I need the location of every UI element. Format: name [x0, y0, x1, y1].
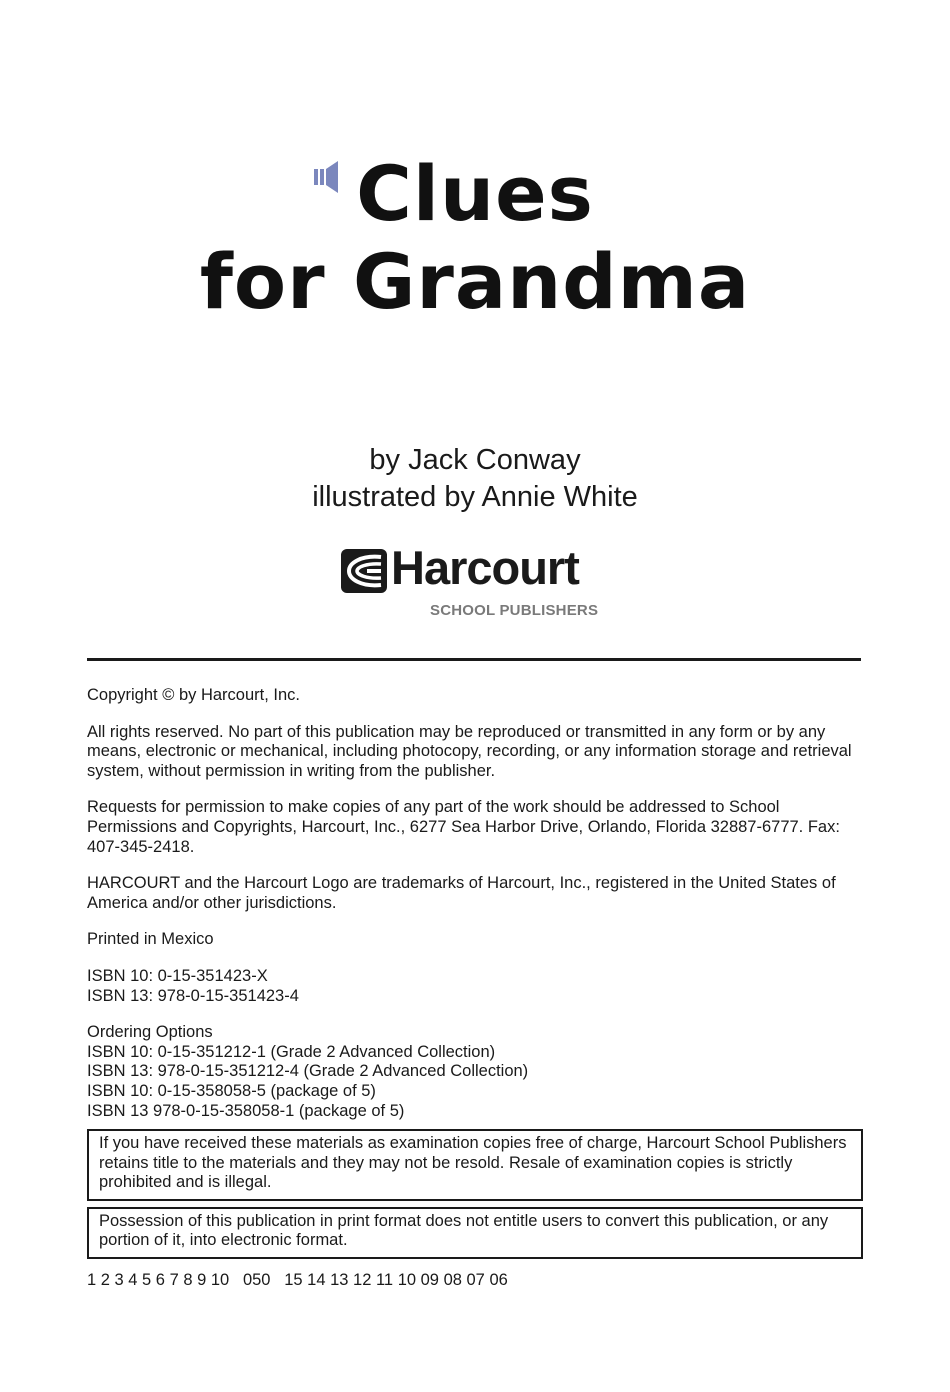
trademark-notice: HARCOURT and the Harcourt Logo are trademarks of Harcourt, Inc., registered in the United States of America and/or other jurisdictions.: [87, 874, 836, 912]
illustrator-credit: illustrated by Annie White: [312, 481, 638, 513]
printed-location: Printed in Mexico: [87, 930, 214, 949]
author-credit: by Jack Conway: [369, 444, 581, 476]
publisher-name: Harcourt: [391, 541, 579, 594]
ordering-line: ISBN 10: 0-15-351212-1 (Grade 2 Advanced Collection): [87, 1042, 496, 1061]
ordering-title: Ordering Options: [87, 1023, 213, 1042]
electronic-format-notice: Possession of this publication in print format does not entitle users to convert this publication, or any portion of it, into electronic format.: [99, 1211, 829, 1250]
ordering-line: ISBN 13: 978-0-15-351212-4 (Grade 2 Advanced Collection): [87, 1062, 529, 1081]
electronic-format-notice-box: [87, 1207, 863, 1259]
speaker-icon[interactable]: [314, 160, 340, 194]
title-line-2: for Grandma: [199, 237, 751, 326]
exam-copy-notice-box: [87, 1129, 863, 1201]
harcourt-logo-icon: [341, 549, 387, 593]
byline: [0, 442, 950, 516]
title-line-1: Clues: [356, 150, 594, 238]
isbn-block: [87, 967, 863, 1006]
copyright-notice: Copyright © by Harcourt, Inc.: [87, 686, 300, 704]
isbn-line: ISBN 13: 978-0-15-351423-4: [87, 986, 299, 1005]
ordering-line: ISBN 10: 0-15-358058-5 (package of 5): [87, 1081, 376, 1100]
legal-section: [87, 686, 863, 1291]
isbn-line: ISBN 10: 0-15-351423-X: [87, 966, 268, 985]
ordering-line: ISBN 13 978-0-15-358058-1 (package of 5): [87, 1101, 405, 1120]
publisher-logo: [341, 541, 603, 623]
exam-copy-notice: If you have received these materials as examination copies free of charge, Harcourt School Publishers retains title to the materials and they may not be resold. Resale of examination copies is strictly prohibited and is illegal.: [99, 1134, 847, 1192]
rights-notice: All rights reserved. No part of this publication may be reproduced or transmitted in any form or by any means, electronic or mechanical, including photocopy, recording, or any information storage and retrieval system, without permission in writing from the publisher.: [87, 722, 852, 780]
publisher-division: SCHOOL PUBLISHERS: [430, 602, 599, 619]
print-line: 1 2 3 4 5 6 7 8 9 10 050 15 14 13 12 11 10 09 08 07 06: [87, 1271, 508, 1290]
ordering-options: [87, 1023, 863, 1121]
divider: [87, 658, 861, 661]
permissions-notice: Requests for permission to make copies of any part of the work should be addressed to School Permissions and Copyrights, Harcourt, Inc., 6277 Sea Harbor Drive, Orlando, Florida 32887-6777. Fax: 407-345-2418.: [87, 798, 840, 856]
book-title: [0, 150, 950, 326]
